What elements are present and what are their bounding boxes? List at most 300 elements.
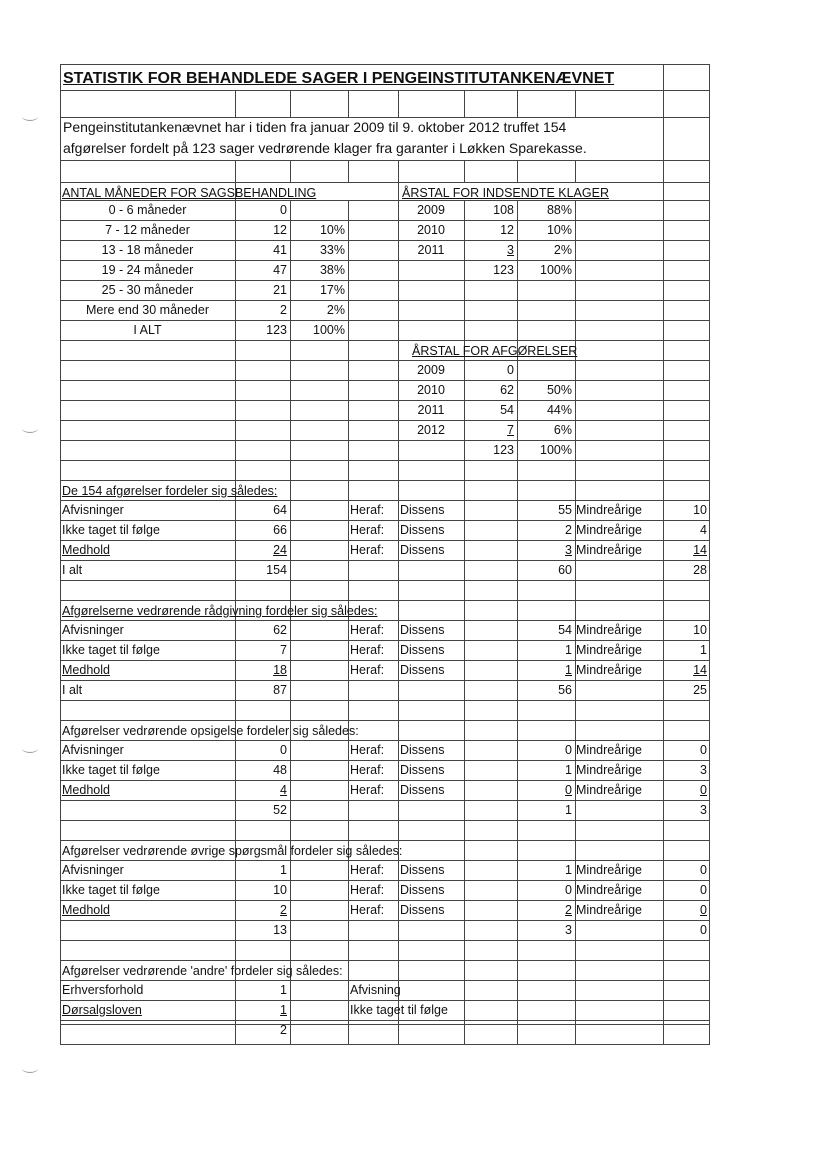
dissens-count: 1 [565,763,572,777]
mindrearige-label: Mindreårige [576,903,643,917]
months-count: 21 [273,283,287,297]
filed-year: 2010 [417,223,445,237]
grid-line [290,200,291,220]
grid-line [464,460,465,480]
grid-line [348,420,349,440]
grid-line [60,820,710,821]
grid-line [398,960,399,980]
grid-line [663,117,664,160]
grid-line [663,300,664,320]
heraf-label: Heraf: [350,783,385,797]
filed-count: 108 [493,203,514,217]
grid-line [348,560,349,580]
grid-line [235,700,236,720]
grid-line [235,160,236,182]
grid-line [464,920,465,940]
grid-line [517,940,518,960]
section-header: Afgørelser vedrørende øvrige spørgsmål fordeler sig således: [62,844,403,858]
grid-line [348,500,349,520]
grid-line [235,440,236,460]
dissens-label: Dissens [400,503,445,517]
months-header: ANTAL MÅNEDER FOR SAGSBEHANDLING [62,186,317,200]
grid-line [290,1000,291,1020]
decided-count: 62 [500,383,514,397]
grid-line [398,820,399,840]
grid-line [517,480,518,500]
grid-line [663,220,664,240]
mindrearige-count: 0 [700,743,707,757]
section-row-label: Ikke taget til følge [62,883,160,897]
heraf-label: Heraf: [350,523,385,537]
grid-line [398,700,399,720]
mindrearige-count: 0 [700,863,707,877]
grid-line [290,860,291,880]
grid-line [348,160,349,182]
grid-line [290,760,291,780]
section-row-count: 48 [273,763,287,777]
section-row-count: 154 [266,563,287,577]
months-count: 123 [266,323,287,337]
statistics-sheet [60,64,709,1044]
grid-line [663,720,664,740]
dissens-label: Dissens [400,663,445,677]
grid-line [398,280,399,300]
grid-line [464,580,465,600]
heraf-label: Heraf: [350,503,385,517]
grid-line [290,820,291,840]
grid-line [464,940,465,960]
filed-header: ÅRSTAL FOR INDSENDTE KLAGER [402,186,609,200]
grid-line [290,800,291,820]
grid-line [663,960,664,980]
mindrearige-label: Mindreårige [576,523,643,537]
dissens-label: Dissens [400,543,445,557]
grid-line [290,560,291,580]
page-title: STATISTIK FOR BEHANDLEDE SAGER I PENGEINSTITUTANKENÆVNET [63,70,615,87]
section-row-count: 13 [273,923,287,937]
grid-line [575,700,576,720]
grid-line [398,1024,399,1044]
months-count: 47 [273,263,287,277]
grid-line [663,240,664,260]
section-row-count: 62 [273,623,287,637]
grid-line [290,640,291,660]
grid-line [348,240,349,260]
section-row-label: Afvisninger [62,623,124,637]
section-row-label: Medhold [62,903,110,917]
grid-line [575,420,576,440]
grid-line [398,720,399,740]
grid-line [235,420,236,440]
grid-line [663,840,664,860]
decided-count: 54 [500,403,514,417]
decided-pct: 6% [553,423,572,437]
grid-line [663,340,664,360]
grid-line [663,420,664,440]
mindrearige-count: 10 [693,503,707,517]
grid-line [575,400,576,420]
dissens-label: Dissens [400,783,445,797]
grid-line [398,780,399,800]
grid-line [348,360,349,380]
grid-line [663,320,664,340]
mindrearige-count: 14 [693,663,707,677]
grid-line [60,580,710,581]
grid-line [348,980,349,1000]
grid-line [348,700,349,720]
mindrearige-label: Mindreårige [576,783,643,797]
grid-line [290,340,291,360]
grid-line [290,500,291,520]
grid-line [60,182,710,183]
grid-line [348,480,349,500]
grid-line [348,940,349,960]
grid-line [235,340,236,360]
section-row-label: I alt [62,563,83,577]
grid-line [575,560,576,580]
grid-line [575,440,576,460]
grid-line [60,160,710,161]
dissens-count: 1 [565,863,572,877]
grid-line [348,920,349,940]
grid-line [663,160,664,182]
grid-line [348,660,349,680]
grid-line [60,400,710,401]
grid-line [517,300,518,320]
decided-pct: 100% [540,443,572,457]
grid-line [575,800,576,820]
grid-line [60,940,710,941]
grid-line [663,460,664,480]
section-row-label: Medhold [62,543,110,557]
grid-line [464,700,465,720]
grid-line [575,280,576,300]
grid-line [575,920,576,940]
heraf-label: Heraf: [350,903,385,917]
dissens-count: 3 [565,923,572,937]
grid-line [464,1024,465,1044]
andre-count: 1 [280,983,287,997]
grid-line [663,260,664,280]
scan-mark [22,744,38,753]
grid-line [348,640,349,660]
grid-line [348,760,349,780]
mindrearige-count: 0 [700,923,707,937]
grid-line [348,1000,349,1020]
months-label: 25 - 30 måneder [101,283,194,297]
grid-line [348,820,349,840]
grid-line [60,460,710,461]
mindrearige-label: Mindreårige [576,743,643,757]
grid-line [517,90,518,117]
intro-line-1: Pengeinstitutankenævnet har i tiden fra januar 2009 til 9. oktober 2012 truffet 154 [63,119,567,135]
mindrearige-count: 1 [700,643,707,657]
grid-line [348,800,349,820]
decided-count: 0 [507,363,514,377]
grid-line [290,1024,291,1044]
grid-line [575,580,576,600]
grid-line [575,260,576,280]
months-count: 2 [280,303,287,317]
grid-line [663,440,664,460]
mindrearige-count: 3 [700,763,707,777]
mindrearige-count: 14 [693,543,707,557]
mindrearige-label: Mindreårige [576,503,643,517]
grid-line [348,220,349,240]
grid-line [464,780,465,800]
grid-line [517,720,518,740]
grid-line [464,90,465,117]
grid-line [290,660,291,680]
mindrearige-count: 0 [700,903,707,917]
section-row-count: 52 [273,803,287,817]
grid-line [575,940,576,960]
grid-line [663,200,664,220]
grid-line [290,480,291,500]
section-row-count: 0 [280,743,287,757]
section-row-label: Medhold [62,783,110,797]
section-row-count: 4 [280,783,287,797]
grid-line [398,860,399,880]
grid-line [348,400,349,420]
grid-line [398,500,399,520]
grid-line [348,380,349,400]
grid-line [575,360,576,380]
mindrearige-label: Mindreårige [576,663,643,677]
dissens-label: Dissens [400,523,445,537]
grid-line [348,620,349,640]
grid-line [517,1000,518,1020]
dissens-count: 0 [565,743,572,757]
grid-line [290,580,291,600]
grid-line [348,320,349,340]
andre-header: Afgørelser vedrørende 'andre' fordeler sig således: [62,964,343,978]
grid-line [290,90,291,117]
grid-line [60,90,710,91]
grid-line [235,90,236,117]
grid-line [575,90,576,117]
grid-line [235,460,236,480]
grid-line [235,360,236,380]
grid-line [663,64,664,90]
grid-line [60,340,710,341]
section-row-count: 24 [273,543,287,557]
dissens-label: Dissens [400,743,445,757]
grid-line [398,340,399,360]
dissens-count: 56 [558,683,572,697]
grid-line [575,300,576,320]
grid-line [235,400,236,420]
decided-pct: 44% [546,403,572,417]
section-header: Afgørelserne vedrørende rådgivning fordeler sig således: [62,604,378,618]
grid-line [575,220,576,240]
grid-line [290,780,291,800]
grid-line [235,380,236,400]
grid-line [464,280,465,300]
grid-line [348,300,349,320]
grid-line [290,400,291,420]
grid-line [517,960,518,980]
grid-line [60,840,710,841]
grid-line [348,540,349,560]
months-pct: 33% [319,243,345,257]
grid-line [663,360,664,380]
grid-line [517,1024,518,1044]
grid-line [290,920,291,940]
grid-line [464,720,465,740]
grid-line [517,320,518,340]
filed-count: 123 [493,263,514,277]
mindrearige-label: Mindreårige [576,623,643,637]
grid-line [575,1024,576,1044]
scan-mark [22,112,38,121]
grid-line [575,380,576,400]
section-row-label: Afvisninger [62,863,124,877]
grid-line [398,540,399,560]
filed-pct: 10% [546,223,572,237]
months-count: 12 [273,223,287,237]
grid-line [348,340,349,360]
grid-line [663,90,664,117]
section-row-count: 18 [273,663,287,677]
heraf-label: Heraf: [350,883,385,897]
grid-line [60,600,710,601]
grid-line [464,880,465,900]
decided-header: ÅRSTAL FOR AFGØRELSER [412,344,578,358]
mindrearige-count: 25 [693,683,707,697]
decided-pct: 50% [546,383,572,397]
grid-line [575,600,576,620]
grid-line [398,260,399,280]
mindrearige-label: Mindreårige [576,643,643,657]
section-row-count: 66 [273,523,287,537]
grid-line [290,700,291,720]
grid-line [517,360,518,380]
grid-line [517,460,518,480]
grid-line [464,840,465,860]
grid-line [290,900,291,920]
grid-line [60,960,710,961]
dissens-count: 1 [565,663,572,677]
section-row-label: Afvisninger [62,503,124,517]
grid-line [348,440,349,460]
grid-line [663,182,664,200]
grid-line [398,300,399,320]
grid-line [517,600,518,620]
grid-line [60,117,710,118]
mindrearige-count: 3 [700,803,707,817]
decided-count: 7 [507,423,514,437]
grid-line [290,460,291,480]
months-pct: 100% [313,323,345,337]
grid-line [235,580,236,600]
grid-line [398,90,399,117]
grid-line [464,800,465,820]
decided-count: 123 [493,443,514,457]
grid-line [290,380,291,400]
grid-line [235,820,236,840]
grid-line [663,480,664,500]
grid-line [464,860,465,880]
grid-line [290,520,291,540]
grid-line [60,720,710,721]
months-label: Mere end 30 måneder [86,303,209,317]
section-row-count: 10 [273,883,287,897]
grid-line [517,980,518,1000]
dissens-count: 55 [558,503,572,517]
grid-line [575,160,576,182]
grid-line [575,460,576,480]
grid-line [464,160,465,182]
grid-line [709,64,710,1044]
grid-line [60,480,710,481]
grid-line [464,760,465,780]
mindrearige-count: 0 [700,783,707,797]
grid-line [398,760,399,780]
grid-line [663,1024,664,1044]
grid-line [60,360,710,361]
dissens-count: 1 [565,643,572,657]
grid-line [398,800,399,820]
grid-line [464,960,465,980]
grid-line [348,900,349,920]
grid-line [464,520,465,540]
dissens-count: 2 [565,903,572,917]
months-label: 0 - 6 måneder [108,203,187,217]
andre-note: Afvisning [350,983,401,997]
andre-label: Erhversforhold [62,983,144,997]
grid-line [235,940,236,960]
andre-count: 2 [280,1023,287,1037]
dissens-label: Dissens [400,883,445,897]
grid-line [663,1000,664,1020]
section-row-label: Afvisninger [62,743,124,757]
grid-line [464,560,465,580]
andre-label: Dørsalgsloven [62,1003,142,1017]
dissens-count: 1 [565,803,572,817]
grid-line [398,182,399,200]
grid-line [517,700,518,720]
grid-line [398,640,399,660]
months-pct: 10% [319,223,345,237]
grid-line [398,560,399,580]
grid-line [348,520,349,540]
months-label: 13 - 18 måneder [101,243,194,257]
section-row-count: 7 [280,643,287,657]
section-row-label: Ikke taget til følge [62,763,160,777]
grid-line [348,780,349,800]
grid-line [464,480,465,500]
dissens-count: 54 [558,623,572,637]
grid-line [60,700,710,701]
grid-line [348,880,349,900]
grid-line [464,640,465,660]
grid-line [398,620,399,640]
decided-year: 2010 [417,383,445,397]
grid-line [398,440,399,460]
grid-line [398,740,399,760]
grid-line [464,820,465,840]
filed-pct: 2% [553,243,572,257]
grid-line [60,1044,710,1045]
grid-line [60,920,710,921]
grid-line [398,880,399,900]
grid-line [348,680,349,700]
grid-line [663,400,664,420]
section-row-label: I alt [62,683,83,697]
grid-line [290,880,291,900]
grid-line [663,580,664,600]
